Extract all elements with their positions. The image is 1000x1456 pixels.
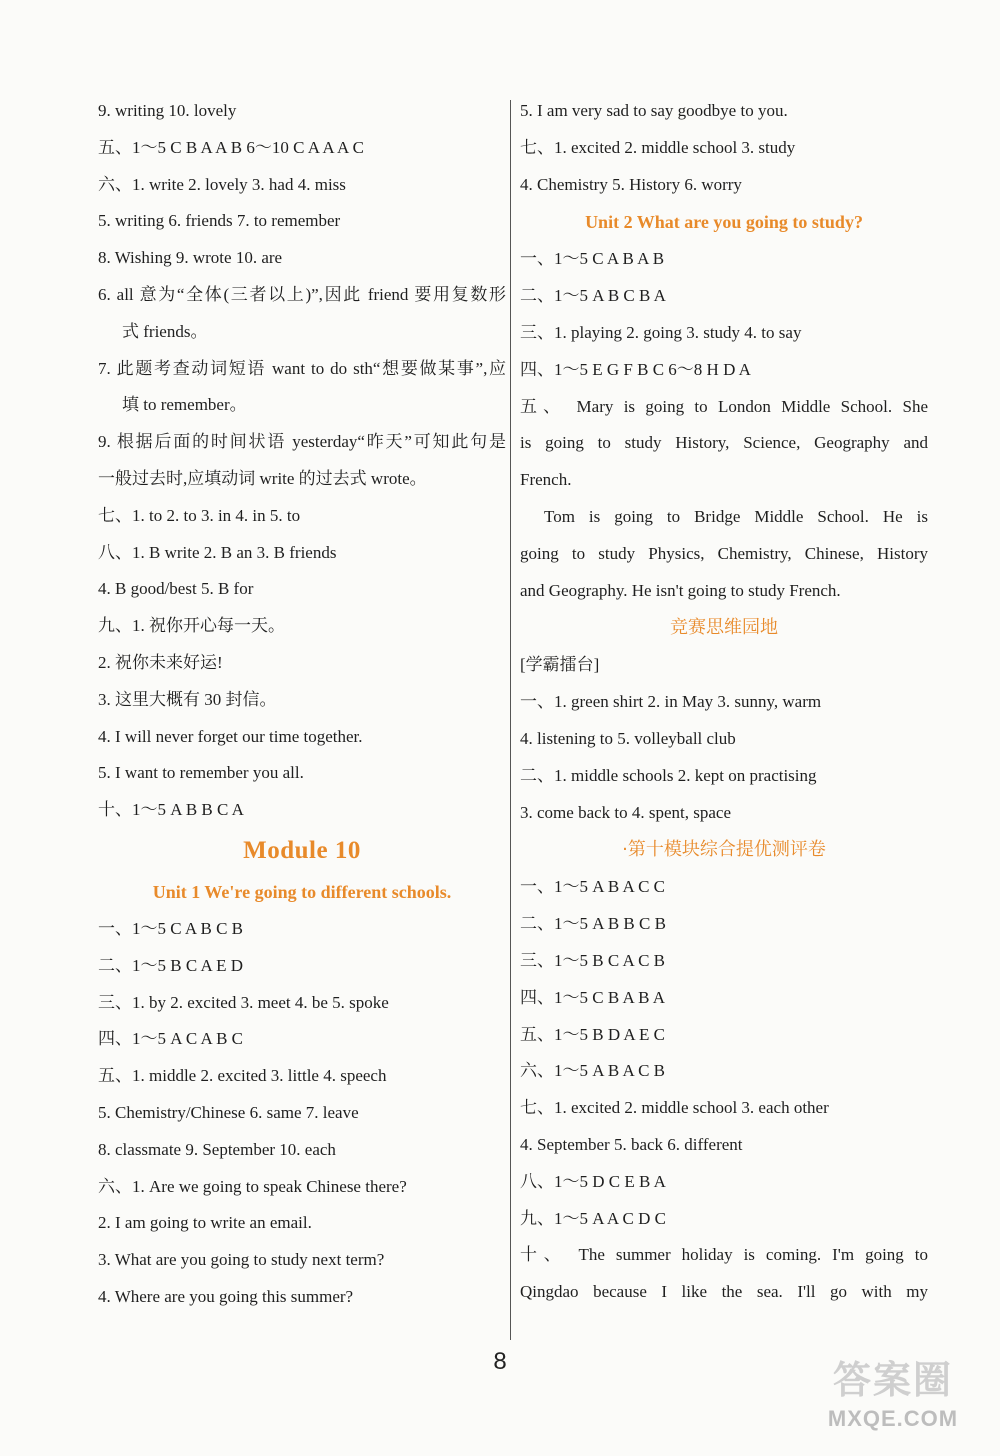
explanation-6 [98,284,506,343]
unit-1-title: Unit 1 We're going to different schools. [152,881,452,902]
writing-answer-tom [520,506,928,602]
answer-line: 5. Chemistry/Chinese 6. same 7. leave [98,1102,359,1122]
answer-line: 七、1. to 2. to 3. in 4. in 5. to [98,505,301,525]
answer-line: 二、1. middle schools 2. kept on practising [520,765,817,785]
text-line: going to study Physics, Chemistry, Chinese, History [520,543,928,563]
left-column [98,100,506,1323]
answer-line: 5. I want to remember you all. [98,763,304,783]
text-line: Qingdao because I like the sea. I'll go with my [520,1282,928,1302]
explanation-7 [98,358,506,417]
watermark-url: MXQE.COM [827,1406,959,1431]
answer-line: 七、1. excited 2. middle school 3. study [520,137,796,157]
answer-list [520,248,928,380]
watermark-logo [808,1356,978,1446]
answer-line: 9. writing 10. lovely [98,101,237,120]
answer-list [98,918,506,1308]
answer-line: 九、1. 祝你开心每一天。 [98,616,285,636]
answer-line: 5. I am very sad to say goodbye to you. [520,101,788,120]
answer-line: 8. classmate 9. September 10. each [98,1139,336,1159]
answer-line: 六、1～5 A B A C B [520,1061,666,1081]
answer-line: 四、1～5 A C A B C [98,1029,244,1049]
answer-line: 4. I will never forget our time together. [98,726,363,746]
writing-answer-mary [520,396,928,492]
text-line: 一般过去时,应填动词 write 的过去式 wrote。 [98,468,427,488]
answer-line: 4. Chemistry 5. History 6. worry [520,174,742,194]
answer-line: 4. B good/best 5. B for [98,579,254,599]
answer-line: 3. 这里大概有 30 封信。 [98,689,277,709]
answer-line: 七、1. excited 2. middle school 3. each other [520,1098,829,1118]
answer-line: 八、1. B write 2. B an 3. B friends [98,542,337,562]
text-line: is going to study History, Science, Geography and [520,433,928,453]
answer-line: 四、1～5 C B A B A [520,987,666,1007]
answer-list [98,505,506,821]
answer-line: 8. Wishing 9. wrote 10. are [98,248,283,268]
answer-line: 一、1～5 A B A C C [520,877,666,897]
text-line: 填 to remember。 [122,395,247,415]
answer-line: 三、1. playing 2. going 3. study 4. to say [520,322,802,342]
unit-2-title: Unit 2 What are you going to study? [585,212,863,233]
column-divider [510,100,511,1340]
answer-line: 3. come back to 4. spent, space [520,802,732,822]
answer-line: 四、1～5 E G F B C 6～8 H D A [520,359,751,379]
answer-line: 一、1. green shirt 2. in May 3. sunny, warm [520,692,822,712]
text-line: and Geography. He isn't going to study French. [520,580,841,600]
answer-line: 五、1. middle 2. excited 3. little 4. speech [98,1066,387,1086]
answer-line: 十、1～5 A B B C A [98,800,244,820]
answer-line: 九、1～5 A A C D C [520,1208,666,1228]
module-test-title: ·第十模块综合提优测评卷 [622,839,826,861]
answer-line: 五、1～5 C B A A B 6～10 C A A A C [98,137,364,157]
answer-line: 三、1～5 B C A C B [520,950,666,970]
answer-line: 二、1～5 B C A E D [98,955,243,975]
text-line: 十、 The summer holiday is coming. I'm going to [520,1245,928,1265]
text-line: French. [520,470,572,490]
answer-line: 4. September 5. back 6. different [520,1134,743,1154]
answer-line: 4. listening to 5. volleyball club [520,728,736,748]
answer-line: 八、1～5 D C E B A [520,1171,666,1191]
answer-line: 2. 祝你未来好运! [98,652,223,672]
answer-list [520,100,928,196]
answer-line: 5. writing 6. friends 7. to remember [98,211,341,231]
text-line: 9. 根据后面的时间状语 yesterday“昨天”可知此句是 [98,432,506,452]
answer-line: 一、1～5 C A B A B [520,249,665,269]
watermark-text: 答案圈 [832,1360,953,1402]
answer-line: 三、1. by 2. excited 3. meet 4. be 5. spoke [98,992,389,1012]
answer-line: 4. Where are you going this summer? [98,1286,354,1306]
right-column [520,100,928,1318]
text-line: 五、 Mary is going to London Middle School. She [520,396,928,416]
answer-line: 五、1～5 B D A E C [520,1024,665,1044]
answer-line: 二、1～5 A B B C B [520,914,666,934]
answer-line: 二、1～5 A B C B A [520,286,666,306]
answer-line: 六、1. write 2. lovely 3. had 4. miss [98,174,346,194]
answer-line: 六、1. Are we going to speak Chinese there? [98,1176,407,1196]
page-number: 8 [493,1348,507,1375]
answer-line: [学霸擂台] [520,655,600,675]
writing-answer-summer [520,1244,928,1303]
answer-line: 一、1～5 C A B C B [98,918,244,938]
answer-list [98,100,506,269]
contest-section-title: 竞赛思维园地 [670,617,778,639]
answer-line: 2. I am going to write an email. [98,1213,312,1233]
text-line: 式 friends。 [122,321,208,341]
answer-list [520,876,928,1229]
text-line: 7. 此题考查动词短语 want to do sth“想要做某事”,应 [98,358,506,378]
text-line: 6. all 意为“全体(三者以上)”,因此 friend 要用复数形 [98,284,506,304]
answer-line: 3. What are you going to study next term? [98,1250,385,1270]
module-title: Module 10 [243,836,361,864]
text-line: Tom is going to Bridge Middle School. He is [544,506,928,526]
explanation-9 [98,431,506,490]
answer-list [520,654,928,823]
